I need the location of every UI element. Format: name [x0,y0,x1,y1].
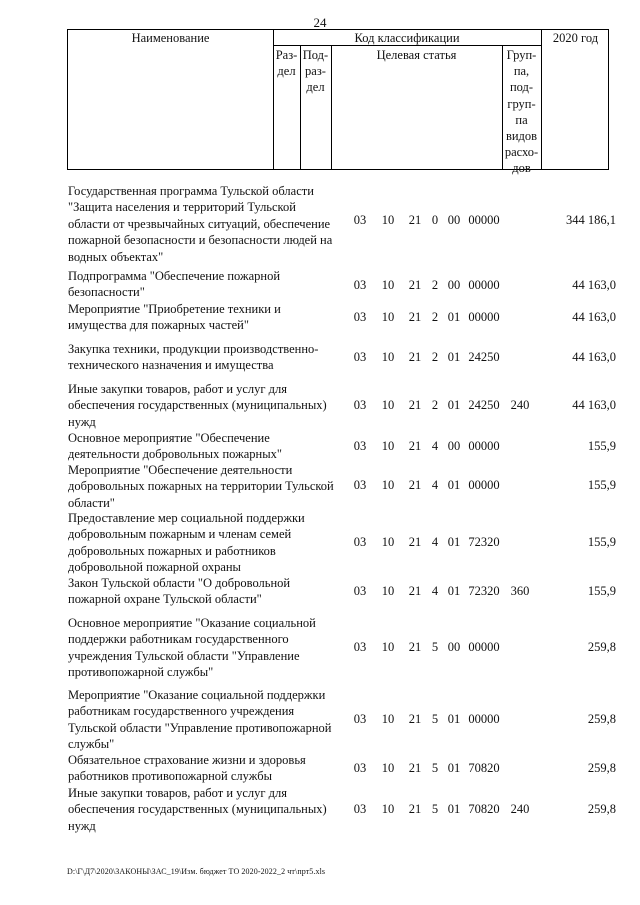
celevaya-cell: 21 [408,802,422,816]
celevaya-cell: 5 [431,640,439,654]
celevaya-cell: 00 [447,278,461,292]
celevaya-cell: 00000 [468,640,500,654]
celevaya-cell: 00 [447,640,461,654]
podrazdel-cell: 10 [381,350,395,364]
amount-cell: 259,8 [587,802,616,816]
podrazdel-cell: 10 [381,278,395,292]
amount-cell: 155,9 [587,535,616,549]
celevaya-cell: 4 [431,478,439,492]
podrazdel-cell: 10 [381,761,395,775]
celevaya-cell: 5 [431,802,439,816]
celevaya-cell: 21 [408,712,422,726]
celevaya-cell: 00 [447,439,461,453]
row-name: Государственная программа Тульской области "Защита населения и территорий Тульской области от чрезвычайных ситуаций, обеспечение пожарной безопасности и безопасности людей на водных объектах" [68,184,333,264]
celevaya-cell: 4 [431,535,439,549]
podrazdel-cell: 10 [381,584,395,598]
gruppa-cell: 360 [510,584,530,598]
amount-cell: 344 186,1 [566,213,616,227]
celevaya-cell: 00000 [468,278,500,292]
row-name: Основное мероприятие "Обеспечение деятельности добровольных пожарных" [68,431,282,462]
amount-cell: 259,8 [587,640,616,654]
razdel-cell: 03 [353,398,367,412]
celevaya-cell: 2 [431,278,439,292]
celevaya-cell: 21 [408,761,422,775]
razdel-cell: 03 [353,640,367,654]
celevaya-cell: 01 [447,761,461,775]
gruppa-cell: 240 [510,802,530,816]
amount-cell: 44 163,0 [572,398,616,412]
celevaya-cell: 00000 [468,712,500,726]
razdel-cell: 03 [353,761,367,775]
celevaya-cell: 24250 [468,398,500,412]
celevaya-cell: 01 [447,310,461,324]
celevaya-cell: 00000 [468,213,500,227]
podrazdel-cell: 10 [381,478,395,492]
header-celevaya: Целевая статья [376,48,457,62]
celevaya-cell: 21 [408,278,422,292]
divider [541,30,542,169]
celevaya-cell: 21 [408,439,422,453]
celevaya-cell: 72320 [468,584,500,598]
podrazdel-cell: 10 [381,439,395,453]
celevaya-cell: 01 [447,398,461,412]
celevaya-cell: 4 [431,584,439,598]
razdel-cell: 03 [353,802,367,816]
celevaya-cell: 00000 [468,439,500,453]
celevaya-cell: 4 [431,439,439,453]
celevaya-cell: 00000 [468,478,500,492]
celevaya-cell: 5 [431,712,439,726]
celevaya-cell: 70820 [468,761,500,775]
celevaya-cell: 21 [408,478,422,492]
celevaya-cell: 0 [431,213,439,227]
amount-cell: 155,9 [587,439,616,453]
celevaya-cell: 01 [447,350,461,364]
celevaya-cell: 5 [431,761,439,775]
divider [273,45,541,46]
podrazdel-cell: 10 [381,310,395,324]
celevaya-cell: 00 [447,213,461,227]
amount-cell: 155,9 [587,584,616,598]
header-year: 2020 год [552,31,599,45]
razdel-cell: 03 [353,712,367,726]
razdel-cell: 03 [353,535,367,549]
celevaya-cell: 00000 [468,310,500,324]
razdel-cell: 03 [353,478,367,492]
podrazdel-cell: 10 [381,535,395,549]
celevaya-cell: 21 [408,310,422,324]
celevaya-cell: 21 [408,213,422,227]
row-name: Закупка техники, продукции производственно-технического назначения и имущества [68,342,319,373]
amount-cell: 44 163,0 [572,350,616,364]
row-name: Мероприятие "Приобретение техники и имущества для пожарных частей" [68,302,281,333]
podrazdel-cell: 10 [381,640,395,654]
header-code-group: Код классификации [354,31,460,45]
row-name: Предоставление мер социальной поддержки добровольным пожарным и членам семей добровольных пожарных и работников добровольной пожарной охраны [68,511,305,575]
razdel-cell: 03 [353,584,367,598]
celevaya-cell: 21 [408,350,422,364]
page-number: 24 [313,15,327,30]
celevaya-cell: 2 [431,350,439,364]
celevaya-cell: 24250 [468,350,500,364]
header-name: Наименование [131,31,210,45]
celevaya-cell: 72320 [468,535,500,549]
row-name: Иные закупки товаров, работ и услуг для обеспечения государственных (муниципальных) нужд [68,786,327,833]
amount-cell: 259,8 [587,712,616,726]
razdel-cell: 03 [353,350,367,364]
celevaya-cell: 01 [447,712,461,726]
podrazdel-cell: 10 [381,398,395,412]
celevaya-cell: 21 [408,584,422,598]
razdel-cell: 03 [353,310,367,324]
row-name: Мероприятие "Оказание социальной поддержки работникам государственного учреждения Тульской области "Управление противопожарной службы" [68,688,332,752]
gruppa-cell: 240 [510,398,530,412]
razdel-cell: 03 [353,439,367,453]
podrazdel-cell: 10 [381,213,395,227]
celevaya-cell: 2 [431,310,439,324]
row-name: Мероприятие "Обеспечение деятельности добровольных пожарных на территории Тульской области" [68,463,334,510]
file-path-footer: D:\Г\Д7\2020\ЗАКОНЫ\ЗАС_19\Изм. бюджет ТО 2020-2022_2 чт\прт5.xls [67,867,326,876]
celevaya-cell: 70820 [468,802,500,816]
celevaya-cell: 01 [447,584,461,598]
celevaya-cell: 01 [447,535,461,549]
razdel-cell: 03 [353,278,367,292]
amount-cell: 155,9 [587,478,616,492]
amount-cell: 44 163,0 [572,278,616,292]
header-gruppa: Груп- па, под- груп- па видов расхо- дов [504,48,539,176]
celevaya-cell: 21 [408,398,422,412]
row-name: Иные закупки товаров, работ и услуг для обеспечения государственных (муниципальных) нужд [68,382,327,429]
celevaya-cell: 21 [408,640,422,654]
podrazdel-cell: 10 [381,712,395,726]
row-name: Закон Тульской области "О добровольной пожарной охране Тульской области" [68,576,291,607]
celevaya-cell: 21 [408,535,422,549]
celevaya-cell: 01 [447,802,461,816]
header-podrazdel: Под- раз- дел [302,48,329,95]
table-header [67,29,609,176]
divider [331,45,332,169]
header-razdel: Раз- дел [275,48,298,79]
row-name: Подпрограмма "Обеспечение пожарной безопасности" [68,269,281,300]
podrazdel-cell: 10 [381,802,395,816]
celevaya-cell: 01 [447,478,461,492]
amount-cell: 44 163,0 [572,310,616,324]
amount-cell: 259,8 [587,761,616,775]
razdel-cell: 03 [353,213,367,227]
row-name: Основное мероприятие "Оказание социальной поддержки работникам государственного учреждения Тульской области "Управление противопожарной службы" [68,616,316,680]
celevaya-cell: 2 [431,398,439,412]
row-name: Обязательное страхование жизни и здоровья работников противопожарной службы [68,753,306,784]
